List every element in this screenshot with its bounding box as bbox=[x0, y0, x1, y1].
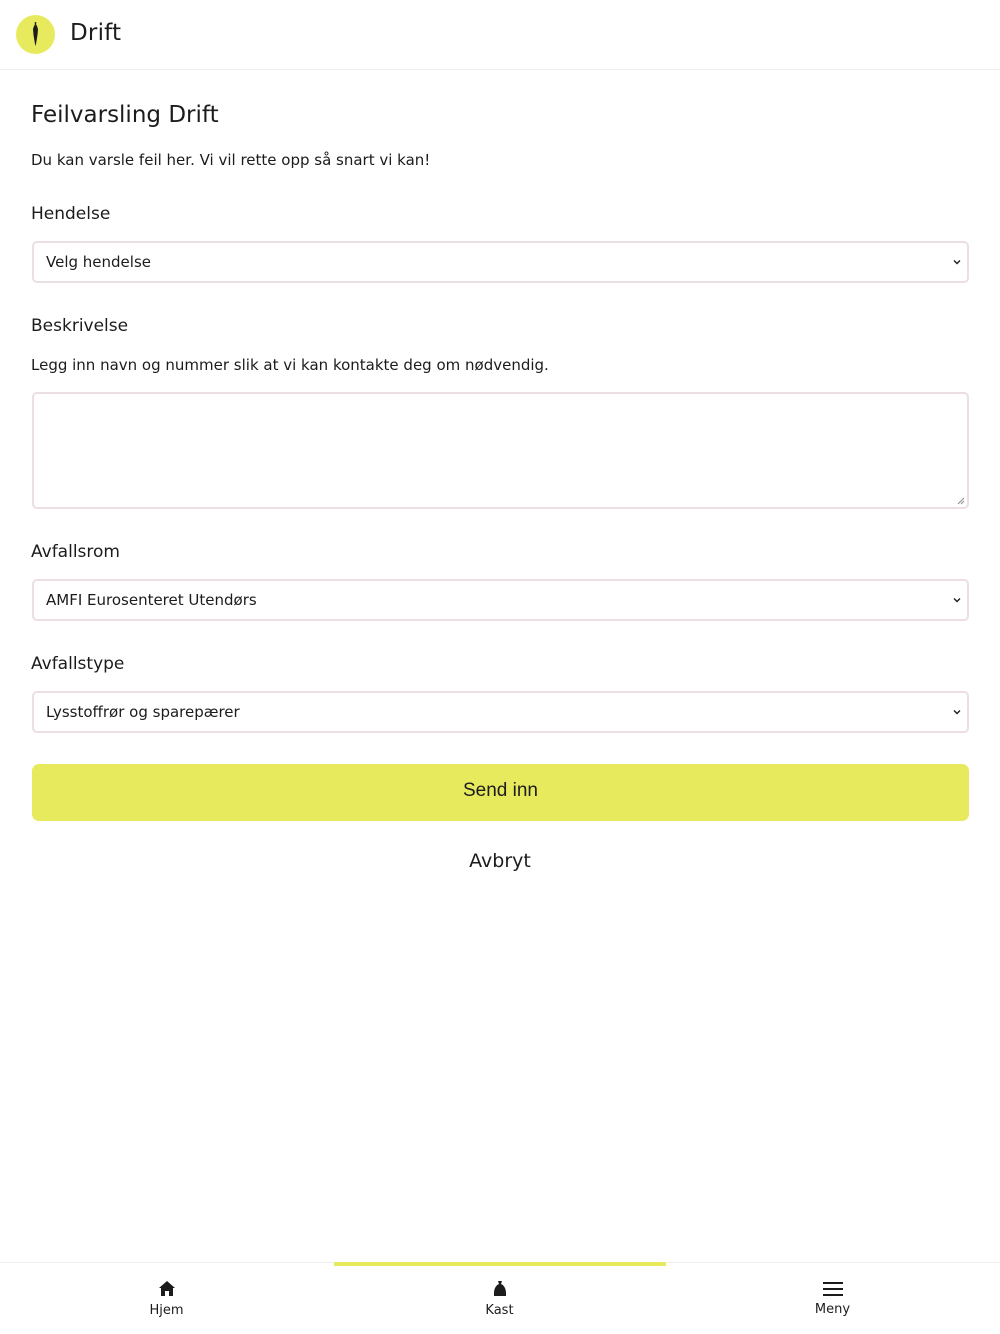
top-bar bbox=[0, 0, 1000, 70]
waste-room-select[interactable] bbox=[32, 579, 969, 621]
waste-room-select-value: AMFI Eurosenteret Utendørs bbox=[46, 591, 257, 609]
event-select[interactable] bbox=[32, 241, 969, 283]
description-label: Beskrivelse bbox=[31, 316, 129, 336]
chevron-down-icon bbox=[951, 706, 963, 718]
description-helper: Legg inn navn og nummer slik at vi kan kontakte deg om nødvendig. bbox=[31, 356, 549, 374]
event-label: Hendelse bbox=[31, 204, 111, 224]
waste-type-label: Avfallstype bbox=[31, 654, 125, 674]
waste-type-select[interactable] bbox=[32, 691, 969, 733]
menu-icon bbox=[822, 1278, 844, 1300]
bag-icon bbox=[489, 1278, 511, 1300]
submit-button-label: Send inn bbox=[462, 780, 538, 801]
nav-item-menu-label: Meny bbox=[814, 1302, 851, 1317]
resize-handle-icon[interactable] bbox=[956, 496, 965, 505]
home-icon bbox=[156, 1278, 178, 1300]
event-select-value: Velg hendelse bbox=[46, 253, 151, 271]
chevron-down-icon bbox=[951, 594, 963, 606]
nav-item-home-label: Hjem bbox=[149, 1303, 184, 1318]
cancel-button[interactable]: Avbryt bbox=[469, 850, 531, 872]
waste-type-select-value: Lysstoffrør og sparepærer bbox=[46, 703, 240, 721]
submit-button[interactable] bbox=[32, 764, 969, 821]
page-title: Feilvarsling Drift bbox=[31, 102, 219, 128]
bottom-nav bbox=[0, 1262, 1000, 1334]
chevron-down-icon bbox=[951, 256, 963, 268]
nav-item-kast[interactable] bbox=[333, 1263, 666, 1334]
carrot-icon[interactable] bbox=[16, 15, 55, 54]
waste-room-label: Avfallsrom bbox=[31, 542, 120, 562]
nav-item-menu[interactable] bbox=[666, 1263, 999, 1334]
nav-item-kast-label: Kast bbox=[485, 1303, 514, 1318]
app-title: Drift bbox=[70, 20, 122, 46]
nav-item-home[interactable] bbox=[0, 1263, 333, 1334]
intro-text: Du kan varsle feil her. Vi vil rette opp så snart vi kan! bbox=[31, 151, 431, 169]
description-textarea[interactable] bbox=[32, 392, 969, 509]
